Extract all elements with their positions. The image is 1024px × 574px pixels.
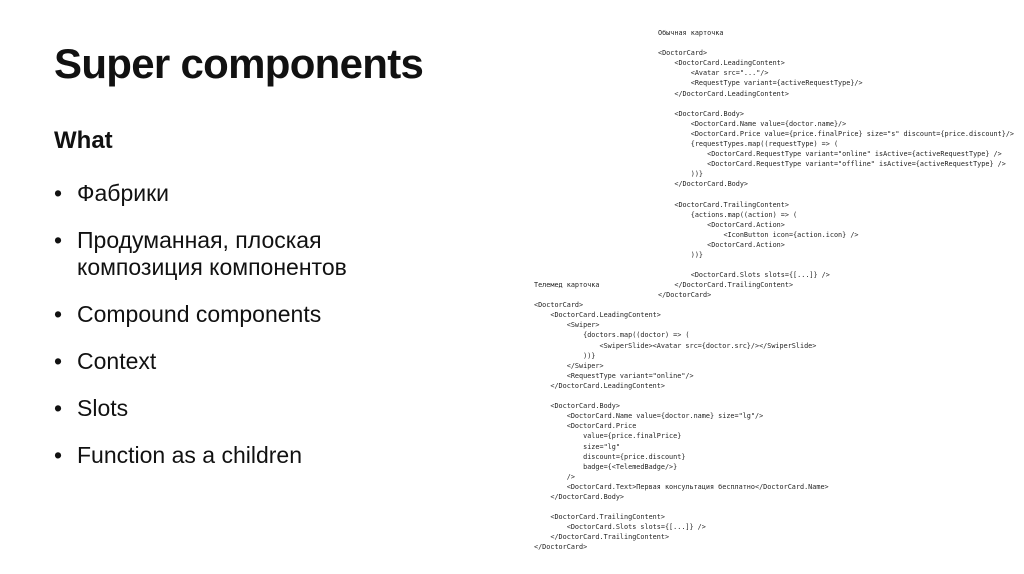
slide-title: Super components: [54, 40, 424, 87]
bullet-function-as-children: • Function as a children: [54, 442, 464, 469]
bullet-flat-composition: • Продуманная, плоская композиция компонентов: [54, 227, 464, 281]
bullet-slots: • Slots: [54, 395, 464, 422]
bullet-factories: • Фабрики: [54, 180, 464, 207]
bullet-context: • Context: [54, 348, 464, 375]
slide-subtitle: What: [54, 127, 113, 154]
telemed-card-code: Телемед карточка <DoctorCard> <DoctorCard.LeadingContent> <Swiper> {doctors.map((doctor) => ( <SwiperSlide><Avatar src={doctor.src}/></SwiperSlide> ))} </Swiper> <RequestType variant="online"/> </DoctorCard.LeadingContent> <DoctorCard.Body> <DoctorCard.Name value={doctor.name} size="lg"/> <DoctorCard.Price value={price.finalPrice} size="lg" discount={price.discount} badge={<TelemedBadge/>} /> <DoctorCard.Text>Первая консультация бесплатно</DoctorCard.Name> </DoctorCard.Body> <DoctorCard.TrailingContent> <DoctorCard.Slots slots={[...]} /> </DoctorCard.TrailingContent> </DoctorCard>: [534, 281, 829, 552]
regular-card-code: Обычная карточка <DoctorCard> <DoctorCard.LeadingContent> <Avatar src="..."/> <RequestType variant={activeRequestType}/> </DoctorCard.LeadingContent> <DoctorCard.Body> <DoctorCard.Name value={doctor.name}/> <DoctorCard.Price value={price.finalPrice} size="s" discount={price.discount}/> {requestTypes.map((requestType) => ( <DoctorCard.RequestType variant="online" isActive={activeRequestType} /> <DoctorCard.RequestType variant="offline" isActive={activeRequestType} /> ))} </DoctorCard.Body> <DoctorCard.TrailingContent> {actions.map((action) => ( <DoctorCard.Action> <IconButton icon={action.icon} /> <DoctorCard.Action> ))} <DoctorCard.Slots slots={[...]} /> </DoctorCard.TrailingContent> </DoctorCard>: [658, 29, 1015, 300]
bullet-compound-components: • Compound components: [54, 301, 464, 328]
bullet-list: [54, 180, 464, 489]
